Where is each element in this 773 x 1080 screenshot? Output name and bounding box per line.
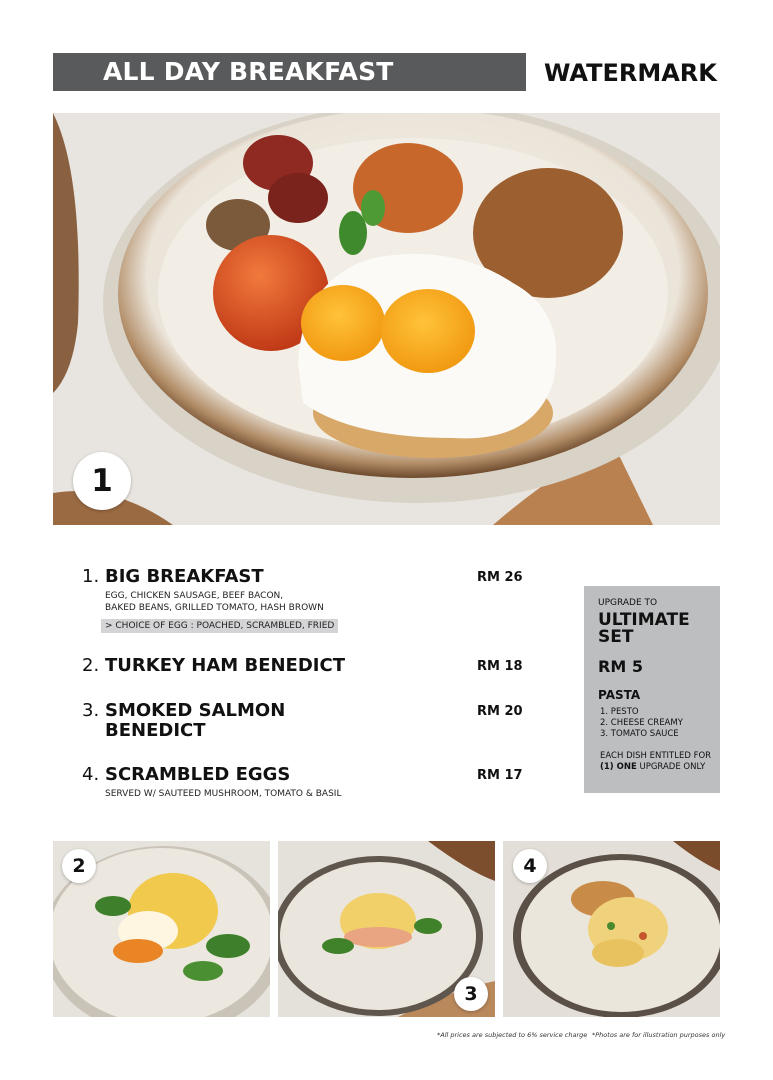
pasta-option: 1. PESTO (600, 707, 639, 717)
upgrade-note-bold: (1) ONE (600, 762, 637, 772)
item-name: SMOKED SALMON BENEDICT (105, 700, 286, 741)
photo-number-badge: 4 (513, 849, 547, 883)
item-number: 4. (82, 764, 100, 785)
pasta-option: 3. TOMATO SAUCE (600, 729, 679, 739)
item-number: 1. (82, 566, 100, 587)
item-description (105, 788, 542, 800)
hero-photo-big-breakfast (53, 113, 720, 525)
photo-number-badge: 3 (454, 977, 488, 1011)
upgrade-label: UPGRADE TO (598, 598, 658, 608)
upgrade-ultimate-set-box (584, 586, 720, 793)
upgrade-title-line: SET (598, 627, 634, 647)
item-name: TURKEY HAM BENEDICT (105, 655, 345, 676)
item-number: 2. (82, 655, 100, 676)
menu-item-scrambled-eggs (82, 765, 542, 800)
photo-scrambled-eggs (503, 841, 720, 1017)
upgrade-note-line: EACH DISH ENTITLED FOR (600, 751, 712, 761)
item-number: 3. (82, 700, 100, 721)
item-name: BIG BREAKFAST (105, 566, 264, 587)
menu-item-turkey-ham-benedict (82, 656, 542, 676)
item-price: RM 20 (477, 704, 523, 719)
upgrade-note (598, 751, 720, 773)
photo-number-badge: 1 (73, 452, 131, 510)
photo-smoked-salmon-benedict (278, 841, 495, 1017)
photo-turkey-ham-benedict (53, 841, 270, 1017)
pasta-options-list (598, 707, 720, 740)
photo-disclaimer-footnote: *Photos are for illustration purposes only (592, 1031, 726, 1039)
item-name: SCRAMBLED EGGS (105, 764, 291, 785)
item-description-line: BAKED BEANS, GRILLED TOMATO, HASH BROWN (105, 603, 324, 613)
upgrade-title-line: ULTIMATE (598, 610, 690, 630)
menu-item-smoked-salmon-benedict (82, 701, 542, 741)
item-price: RM 26 (477, 570, 523, 585)
item-description-line: EGG, CHICKEN SAUSAGE, BEEF BACON, (105, 591, 284, 601)
item-description (105, 590, 542, 614)
item-price: RM 17 (477, 768, 523, 783)
menu-section-title: ALL DAY BREAKFAST (53, 53, 526, 91)
pasta-option: 2. CHEESE CREAMY (600, 718, 683, 728)
upgrade-section-title: PASTA (598, 688, 641, 702)
item-price: RM 18 (477, 659, 523, 674)
upgrade-note-line (600, 762, 720, 773)
photo-number-badge: 2 (62, 849, 96, 883)
egg-choice-note: > CHOICE OF EGG : POACHED, SCRAMBLED, FRIED (101, 619, 338, 633)
big-breakfast-illustration (53, 113, 720, 525)
upgrade-title (598, 612, 720, 646)
watermark-text: WATERMARK (544, 59, 717, 87)
upgrade-price: RM 5 (598, 657, 643, 676)
item-description-line: SERVED W/ SAUTEED MUSHROOM, TOMATO & BASIL (105, 789, 342, 799)
upgrade-note-rest: UPGRADE ONLY (636, 762, 706, 772)
service-charge-footnote: *All prices are subjected to 6% service charge (437, 1031, 588, 1039)
menu-item-big-breakfast (82, 567, 542, 633)
